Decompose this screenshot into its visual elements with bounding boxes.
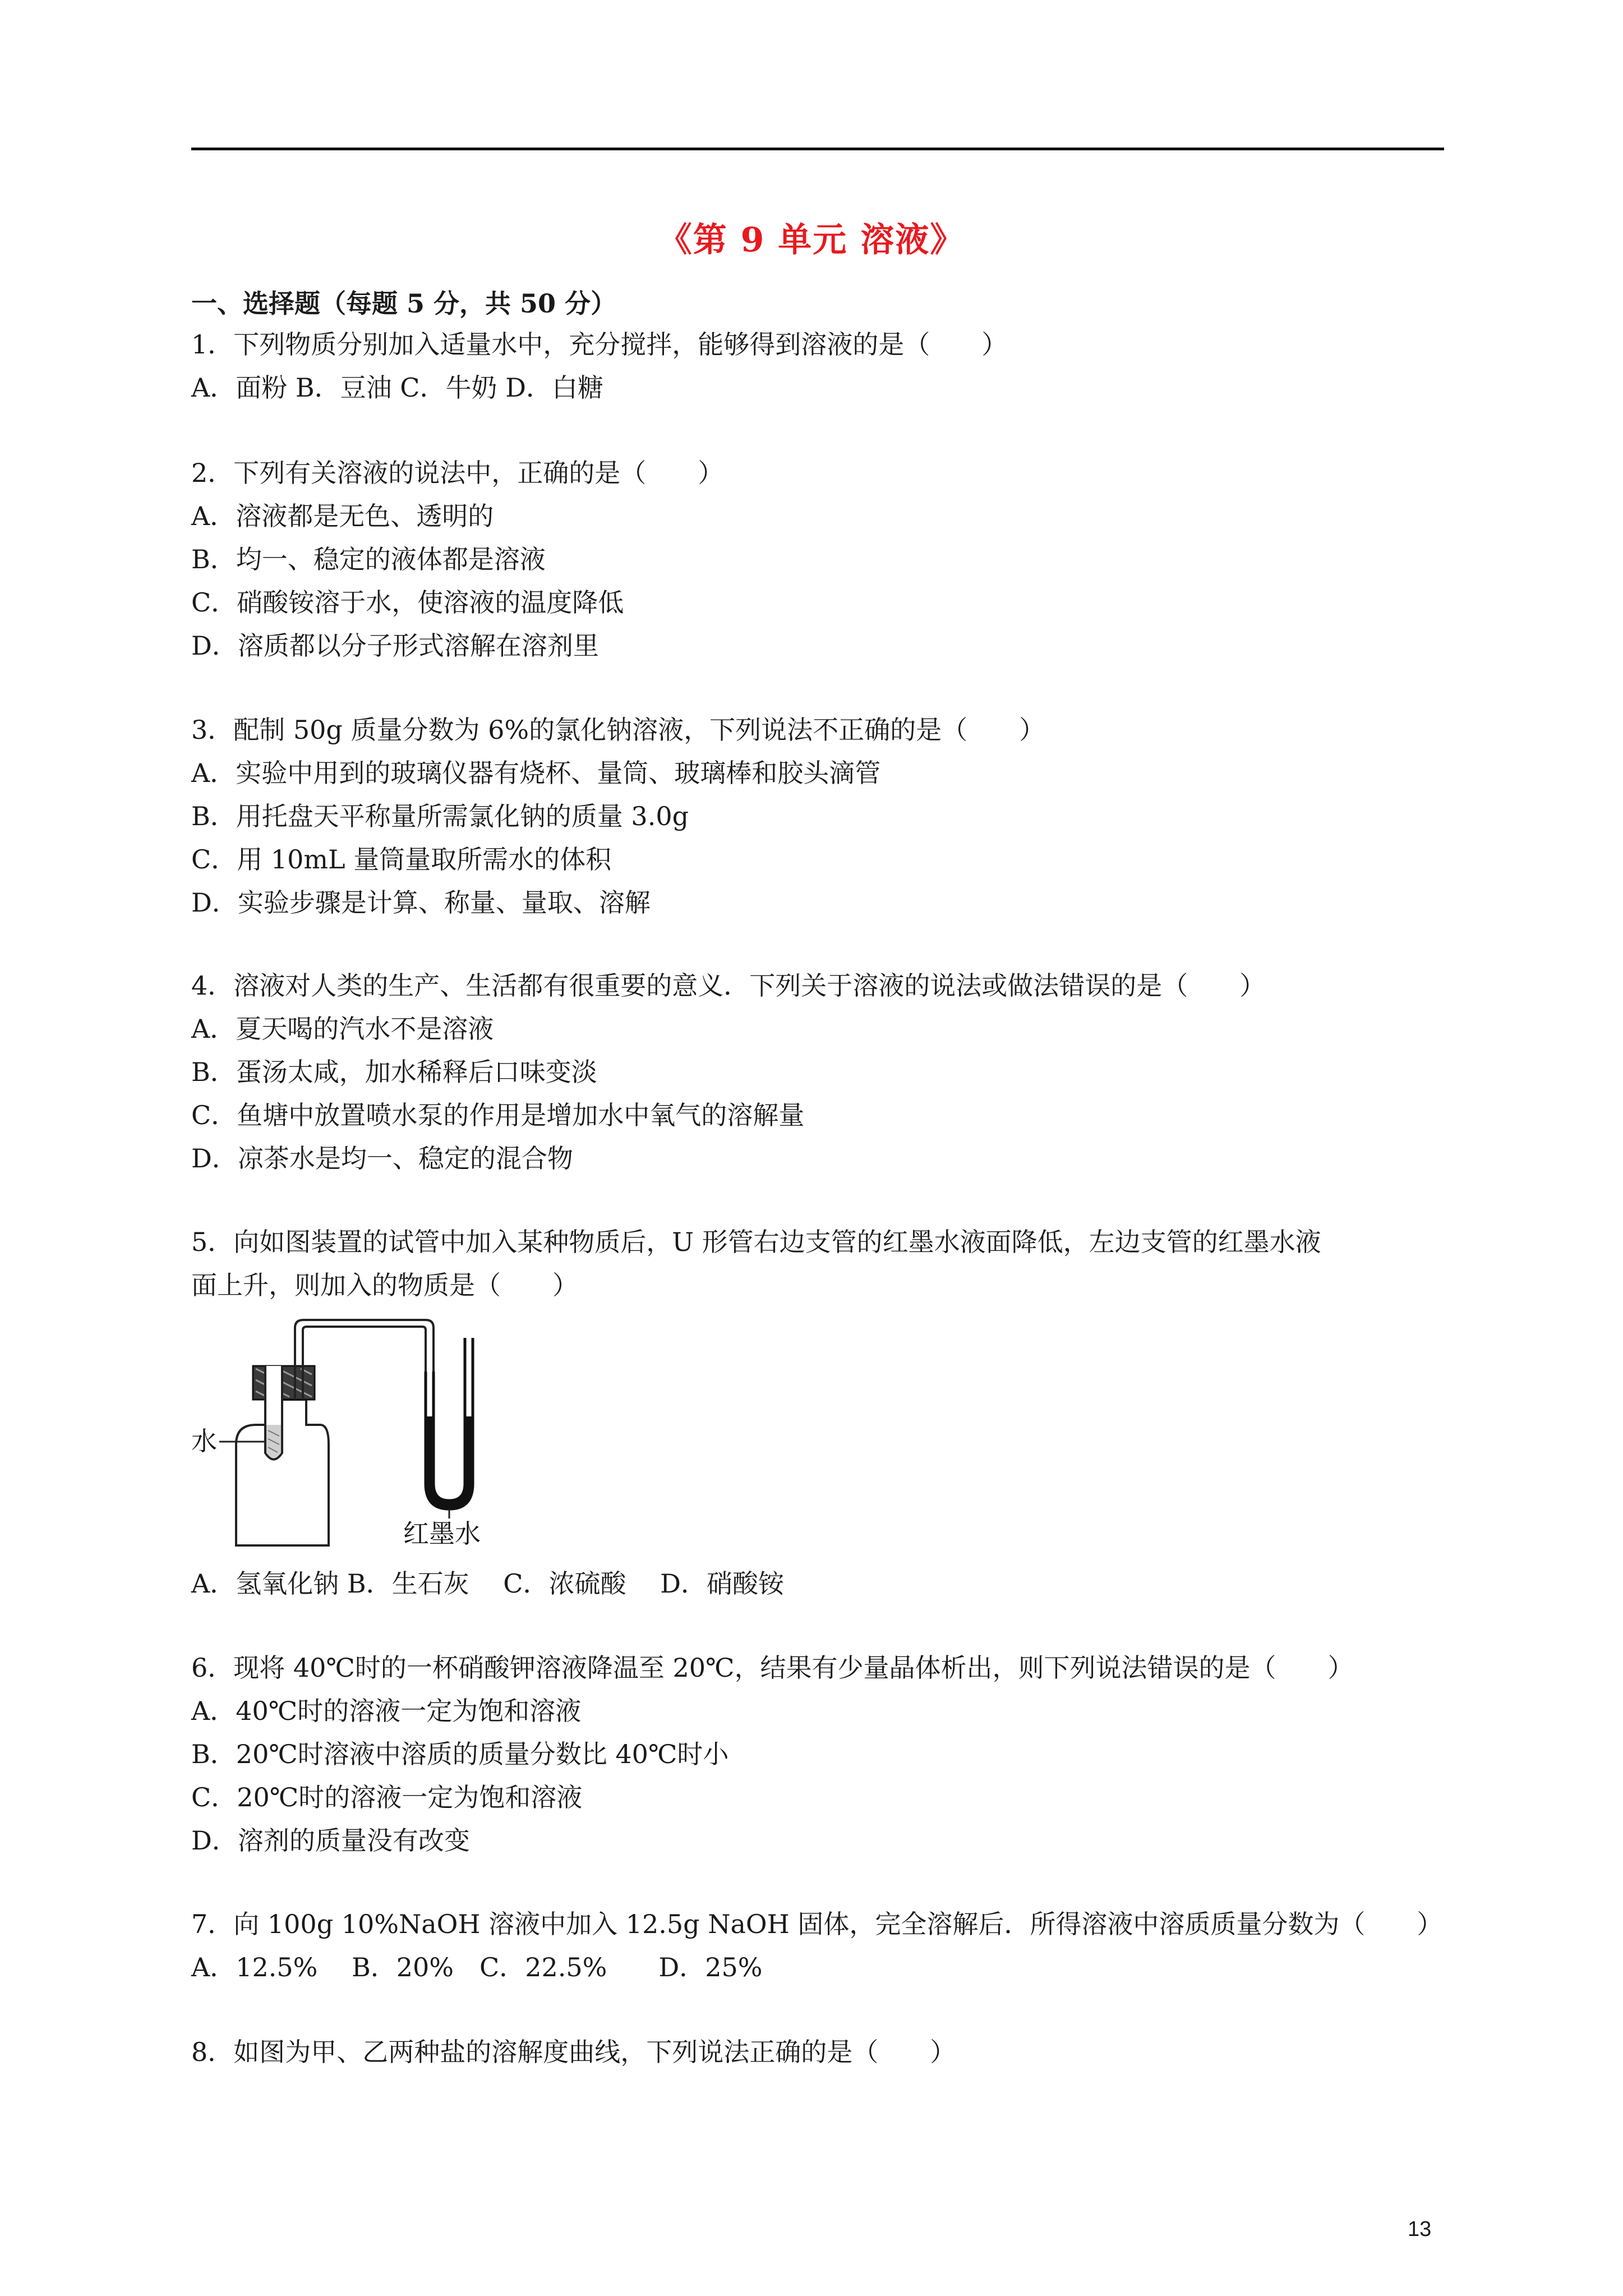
question-6-option-a: A．40℃时的溶液一定为饱和溶液 — [191, 1696, 582, 1726]
question-4-option-a: A．夏天喝的汽水不是溶液 — [191, 1014, 494, 1044]
question-5 — [191, 1221, 1470, 1307]
question-2-option-b: B．均一、稳定的液体都是溶液 — [191, 544, 546, 574]
question-1-options: A．面粉 B．豆油 C．牛奶 D．白糖 — [191, 372, 603, 403]
question-5-options — [191, 1562, 1470, 1605]
water-label: 水 — [191, 1426, 217, 1456]
question-6-option-b: B．20℃时溶液中溶质的质量分数比 40℃时小 — [191, 1739, 729, 1769]
header-rule — [191, 148, 1444, 150]
question-4-option-d: D．凉茶水是均一、稳定的混合物 — [191, 1143, 573, 1174]
question-6-option-c: C．20℃时的溶液一定为饱和溶液 — [191, 1782, 583, 1812]
question-8-stem: 8．如图为甲、乙两种盐的溶解度曲线，下列说法正确的是（ ） — [191, 2037, 956, 2067]
question-4 — [191, 964, 1470, 1180]
question-6-stem: 6．现将 40℃时的一杯硝酸钾溶液降温至 20℃，结果有少量晶体析出，则下列说法错误的是（ ） — [191, 1653, 1354, 1683]
question-7-stem: 7．向 100g 10%NaOH 溶液中加入 12.5g NaOH 固体，完全溶解后．所得溶液中溶质质量分数为（ ） — [191, 1909, 1443, 1939]
u-tube-apparatus-figure — [191, 1315, 505, 1551]
question-3 — [191, 708, 1470, 924]
question-6 — [191, 1646, 1470, 1862]
page-number: 13 — [1408, 2217, 1432, 2241]
question-4-stem: 4．溶液对人类的生产、生活都有很重要的意义．下列关于溶液的说法或做法错误的是（ ） — [191, 970, 1266, 1001]
question-2 — [191, 452, 1470, 668]
question-7 — [191, 1903, 1470, 1989]
question-3-option-a: A．实验中用到的玻璃仪器有烧杯、量筒、玻璃棒和胶头滴管 — [191, 758, 881, 788]
question-3-option-c: C．用 10mL 量筒量取所需水的体积 — [191, 844, 612, 875]
question-1 — [191, 323, 1470, 409]
question-2-option-d: D．溶质都以分子形式溶解在溶剂里 — [191, 631, 599, 661]
question-3-option-b: B．用托盘天平称量所需氯化钠的质量 3.0g — [191, 801, 689, 831]
question-5-options-line: A．氢氧化钠 B．生石灰 C．浓硫酸 D．硝酸铵 — [191, 1568, 784, 1599]
connecting-tube — [295, 1320, 434, 1400]
question-3-stem: 3．配制 50g 质量分数为 6%的氯化钠溶液，下列说法不正确的是（ ） — [191, 715, 1045, 745]
question-5-stem-line-2: 面上升，则加入的物质是（ ） — [191, 1270, 578, 1300]
u-tube-inner — [434, 1338, 465, 1501]
question-1-stem: 1．下列物质分别加入适量水中，充分搅拌，能够得到溶液的是（ ） — [191, 329, 1008, 360]
question-3-option-d: D．实验步骤是计算、称量、量取、溶解 — [191, 887, 651, 918]
question-4-option-c: C．鱼塘中放置喷水泵的作用是增加水中氧气的溶解量 — [191, 1100, 805, 1130]
question-2-option-c: C．硝酸铵溶于水，使溶液的温度降低 — [191, 587, 624, 618]
section-heading: 一、选择题（每题 5 分，共 50 分） — [191, 288, 617, 319]
question-7-options: A．12.5% B．20% C．22.5% D．25% — [191, 1952, 763, 1982]
question-8 — [191, 2031, 1470, 2074]
red-ink-label: 红墨水 — [403, 1519, 481, 1549]
question-2-stem: 2．下列有关溶液的说法中，正确的是（ ） — [191, 458, 724, 488]
question-2-option-a: A．溶液都是无色、透明的 — [191, 501, 494, 531]
question-5-stem-line-1: 5．向如图装置的试管中加入某种物质后，U 形管右边支管的红墨水液面降低，左边支管的红墨水液 — [191, 1227, 1321, 1257]
page-title: 《第 9 单元 溶液》 — [658, 220, 965, 260]
question-4-option-b: B．蛋汤太咸，加水稀释后口味变淡 — [191, 1057, 597, 1087]
question-6-option-d: D．溶剂的质量没有改变 — [191, 1825, 470, 1856]
